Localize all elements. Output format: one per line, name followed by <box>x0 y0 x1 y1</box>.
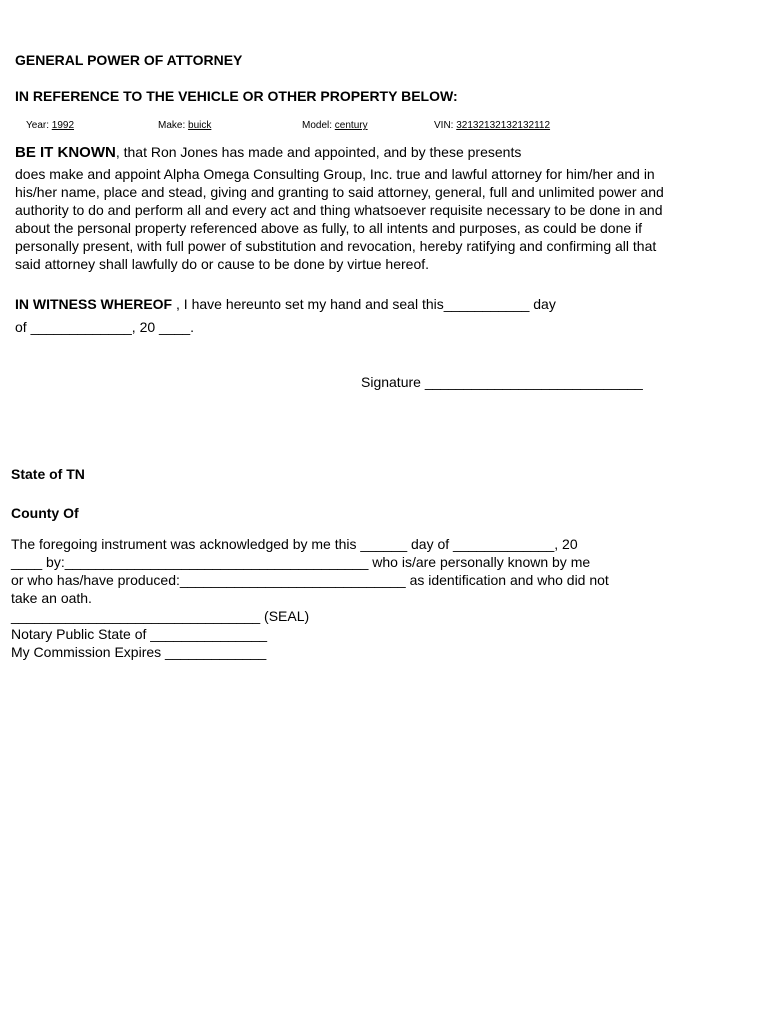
witness-lead: IN WITNESS WHEREOF <box>15 296 173 312</box>
county-label: County Of <box>11 505 79 521</box>
model-label: Model: <box>302 120 333 131</box>
make-label: Make: <box>158 120 186 131</box>
commission-expires: My Commission Expires _____________ <box>11 644 267 660</box>
notary-block <box>11 535 671 661</box>
year-value: 1992 <box>51 120 75 131</box>
vehicle-model <box>302 120 368 131</box>
be-it-known-first-text: , that Ron Jones has made and appointed, and by these presents <box>115 144 522 160</box>
vehicle-vin <box>434 120 550 131</box>
year-label: Year: <box>26 120 49 131</box>
witness-text: , I have hereunto set my hand and seal this___________ day <box>172 296 556 312</box>
notary-line-1: The foregoing instrument was acknowledged by me this ______ day of _____________, 20 <box>11 536 578 552</box>
be-it-known-lead: BE IT KNOWN <box>15 144 116 161</box>
vin-label: VIN: <box>434 120 454 131</box>
notary-public-state: Notary Public State of _______________ <box>11 626 268 642</box>
notary-line-3: or who has/have produced:_____________________________ as identification and who did not <box>11 572 609 588</box>
witness-line-1 <box>15 295 556 313</box>
model-value: century <box>334 120 368 131</box>
be-it-known-first-line <box>15 144 521 161</box>
notary-line-4: take an oath. <box>11 590 92 606</box>
notary-seal-line: ________________________________ (SEAL) <box>11 608 310 624</box>
vehicle-make <box>158 120 211 131</box>
reference-heading: IN REFERENCE TO THE VEHICLE OR OTHER PROPERTY BELOW: <box>15 88 458 104</box>
vin-value: 32132132132132112 <box>456 120 551 131</box>
make-value: buick <box>188 120 212 131</box>
be-it-known-body: does make and appoint Alpha Omega Consulting Group, Inc. true and lawful attorney for him/her and in his/her name, place and stead, giving and granting to said attorney, general, full and unlimited power and authority to do and perform all and every act and thing whatsoever requisite necessary to be done in and about the personal property referenced above as fully, to all intents and purposes, as could be done if personally present, with full power of substitution and revocation, hereby ratifying and confirming all that said attorney shall lawfully do or cause to be done by virtue hereof. <box>15 166 664 272</box>
state-label: State of TN <box>11 466 85 482</box>
notary-line-2: ____ by:_______________________________________ who is/are personally known by me <box>11 554 591 570</box>
document-title: GENERAL POWER OF ATTORNEY <box>15 52 243 68</box>
witness-line-2: of _____________, 20 ____. <box>15 319 195 335</box>
signature-line: Signature ____________________________ <box>361 374 643 390</box>
vehicle-year <box>26 120 74 131</box>
